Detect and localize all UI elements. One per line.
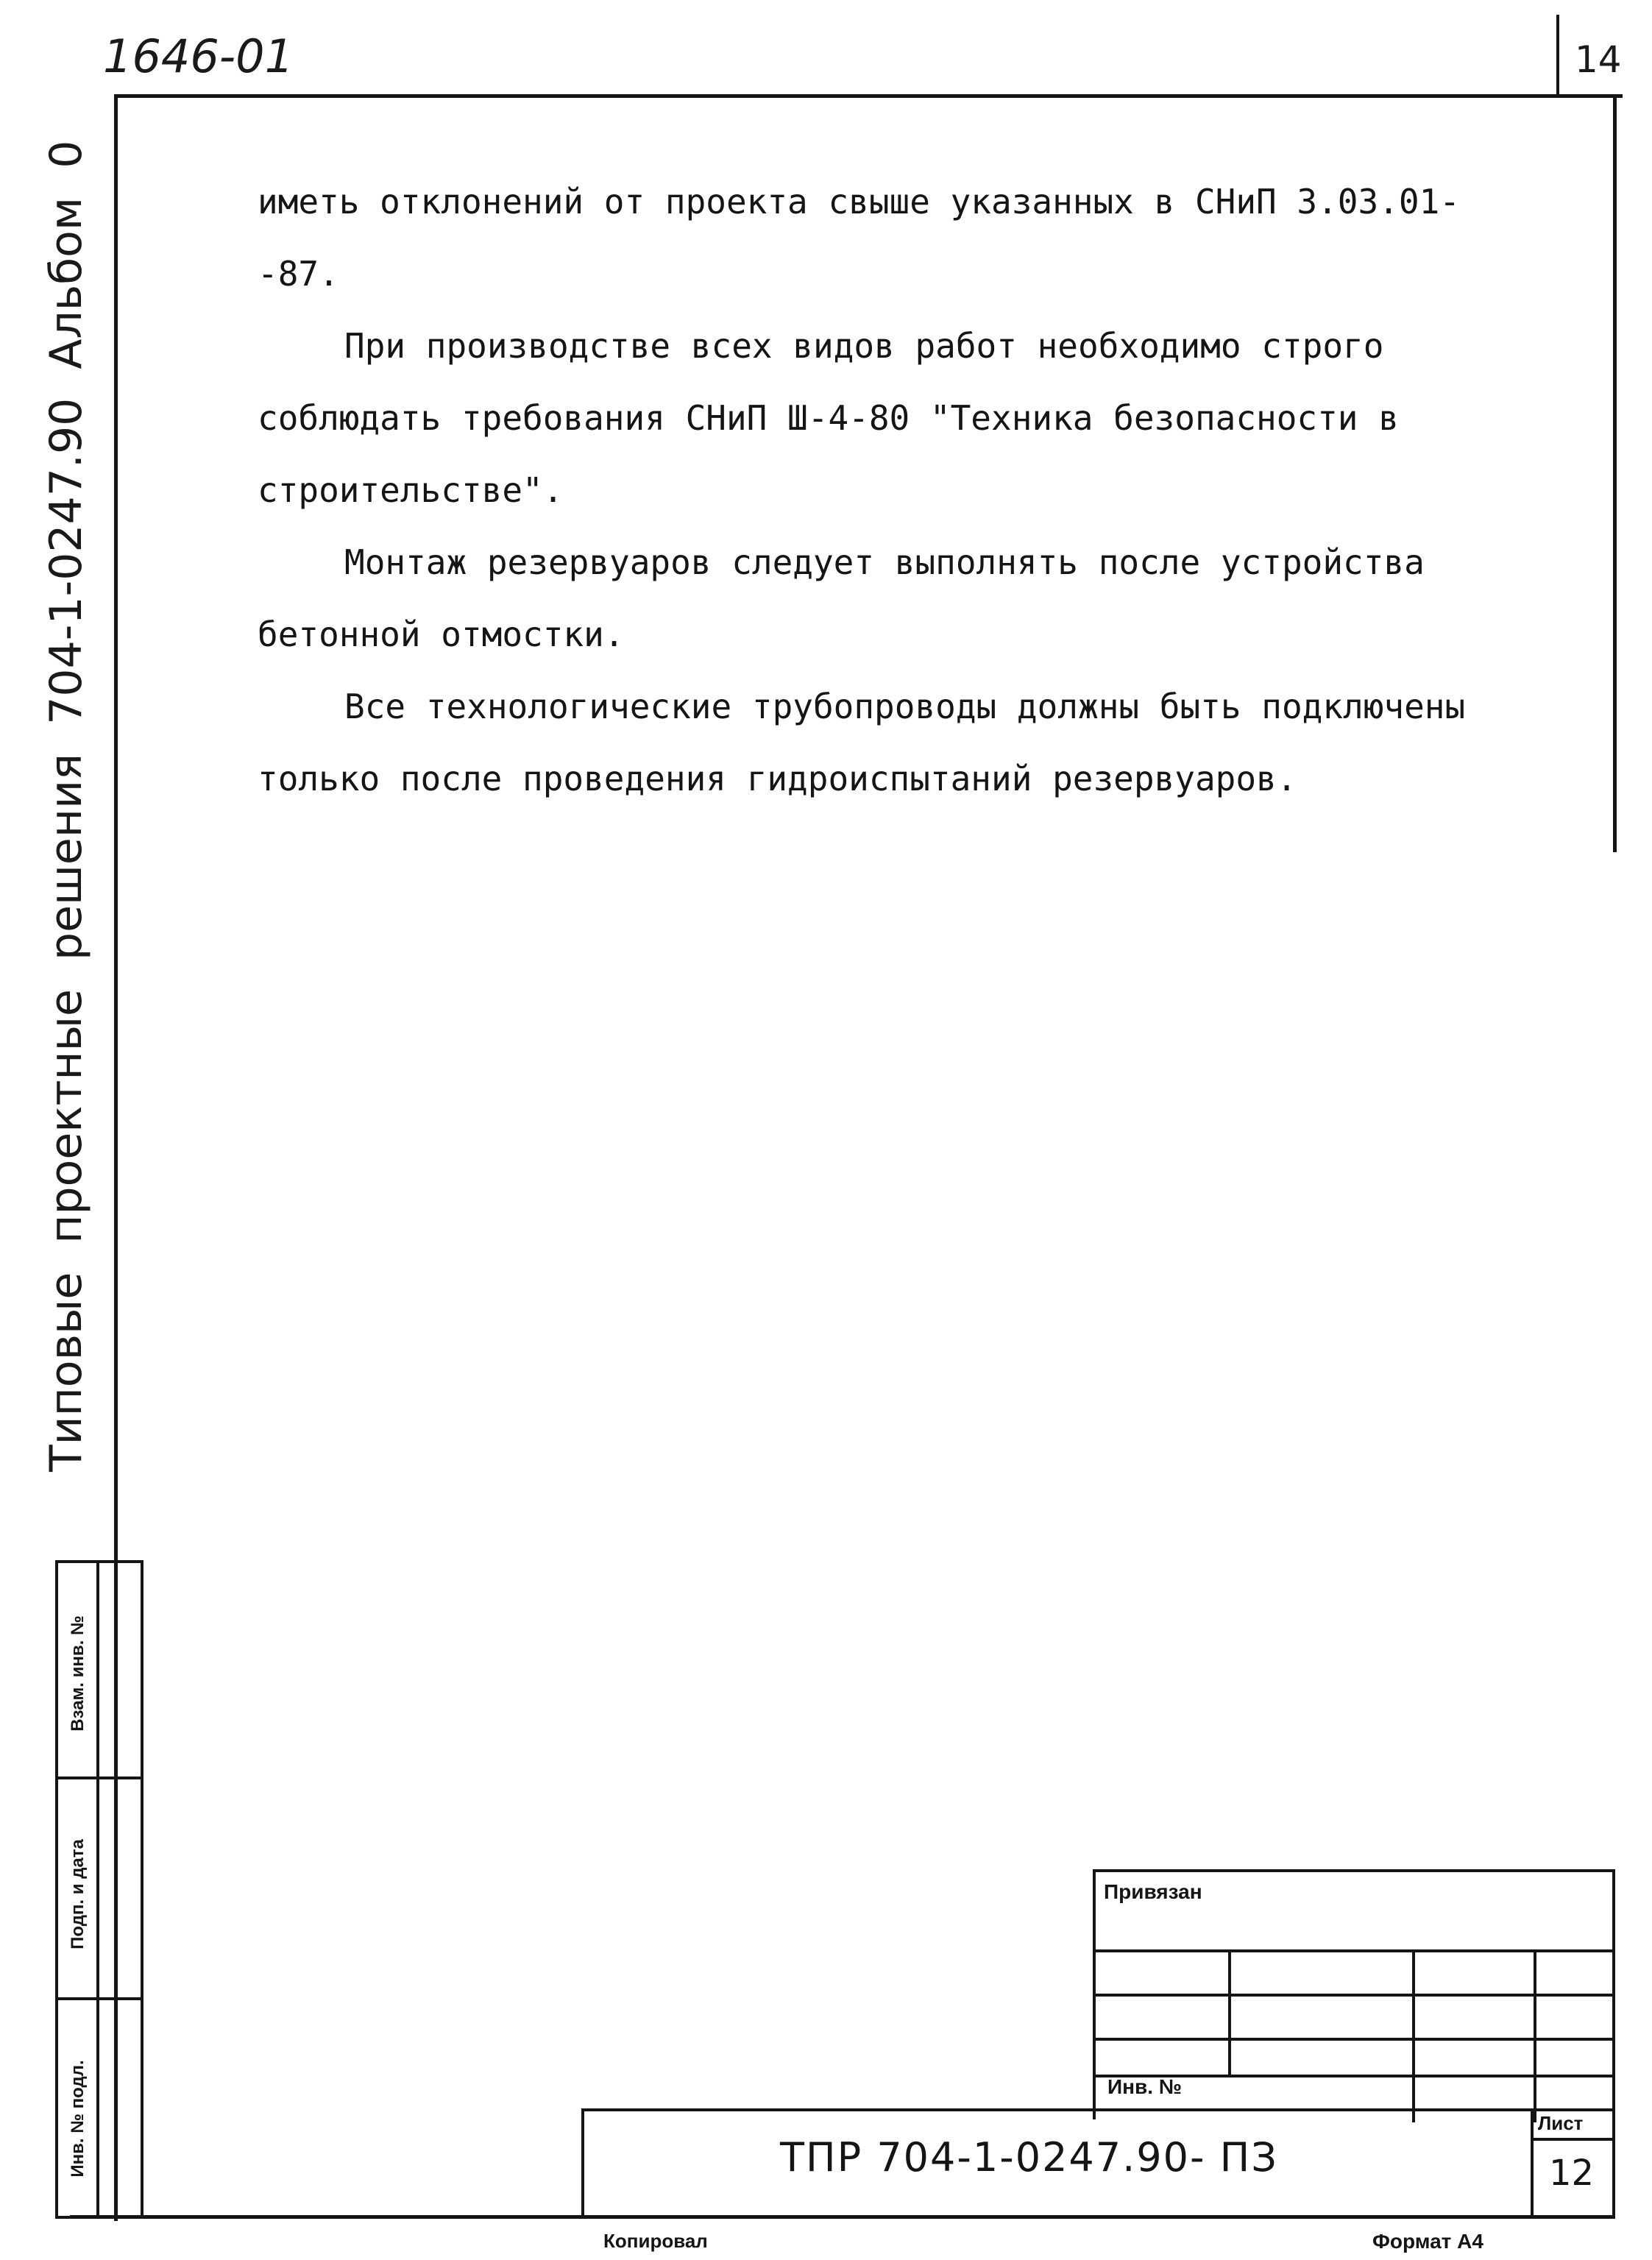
- document-id-handwritten: 1646-01: [103, 29, 294, 83]
- paragraph: иметь отклонений от проекта свыше указанных в СНиП 3.03.01- -87.: [258, 182, 1460, 294]
- frame-top-border: [114, 94, 1623, 98]
- grid-line: [1534, 1949, 1536, 2122]
- paragraph: При производстве всех видов работ необходимо строго соблюдать требования СНиП Ш-4-80 "Техника безопасности в строительстве".: [258, 326, 1399, 510]
- grid-line: [1412, 1949, 1415, 2122]
- paragraph: Все технологические трубопроводы должны быть подключены только после проведения гидроиспытаний резервуаров.: [258, 687, 1466, 798]
- side-album-title: Типовые проектные решения 704-1-0247.90 Альбом 0: [40, 140, 92, 1472]
- linked-label: Привязан: [1104, 1880, 1202, 1903]
- sheet-number: 12: [1549, 2153, 1595, 2194]
- inventory-number-label: Инв. №: [1107, 2075, 1183, 2098]
- body-text: [258, 166, 1523, 815]
- top-divider: [1556, 15, 1559, 96]
- grid-line: [1228, 1949, 1231, 2075]
- document-code: ТПР 704-1-0247.90- ПЗ: [780, 2134, 1278, 2181]
- sheet-label: Лист: [1538, 2112, 1584, 2134]
- side-stamp-separator: [58, 1777, 141, 1779]
- side-stamp-label-signature-date: Подп. и дата: [68, 1839, 88, 1949]
- paragraph: Монтаж резервуаров следует выполнять после устройства бетонной отмостки.: [258, 542, 1425, 654]
- side-stamp-label-replace-inv: Взам. инв. №: [68, 1615, 88, 1732]
- page-number-handwritten: 14: [1575, 38, 1622, 81]
- copied-by-label: Копировал: [603, 2230, 708, 2252]
- frame-right-border: [1613, 94, 1617, 852]
- format-label: Формат А4: [1372, 2230, 1483, 2253]
- sheet-separator: [1531, 2138, 1615, 2141]
- side-stamp-table: [55, 1560, 143, 2219]
- sheet-column-line: [1531, 2108, 1534, 2219]
- side-stamp-label-original-inv: Инв. № подл.: [68, 2060, 88, 2178]
- side-stamp-column-line: [96, 1563, 99, 2216]
- side-stamp-separator: [58, 1997, 141, 2000]
